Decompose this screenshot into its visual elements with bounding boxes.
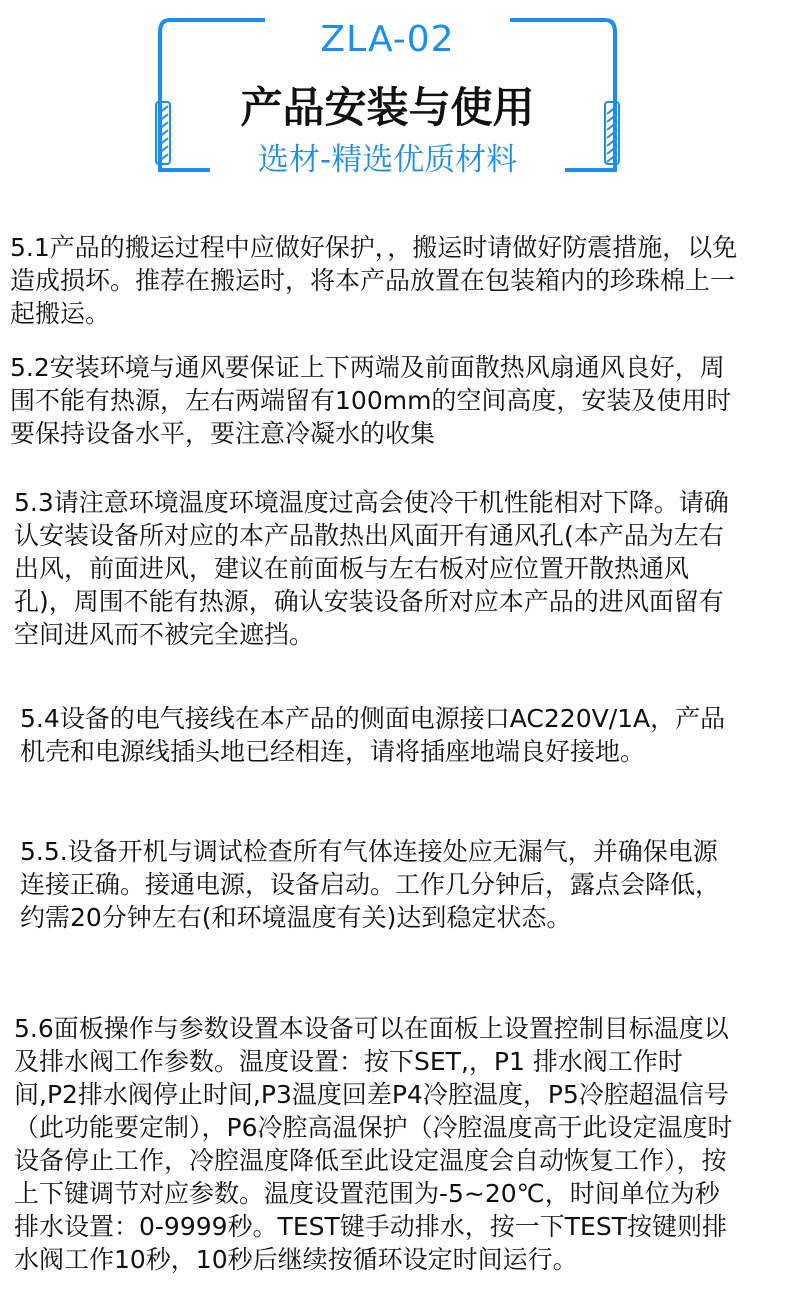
paragraph-5-4: 5.4设备的电气接线在本产品的侧面电源接口AC220V/1A，产品机壳和电源线插头地已经相连，请将插座地端良好接地。 (20, 704, 726, 766)
paragraph-5-6: 5.6面板操作与参数设置本设备可以在面板上设置控制目标温度以及排水阀工作参数。温度设置：按下SET,，P1 排水阀工作时间,P2排水阀停止时间,P3温度回差P4冷腔温度，P5冷腔超温信号（此功能要定制），P6冷腔高温保护（冷腔温度高于此设定温度时设备停止工作，冷腔温度降低至此设定温度会自动恢复工作），按上下键调节对应参数。温度设置范围为-5~20℃，时间单位为秒排水设置：0-9999秒。TEST键手动排水，按一下TEST按键则排水阀工作10秒，10秒后继续按循环设定时间运行。 (14, 1014, 733, 1274)
paragraph-5-1: 5.1产品的搬运过程中应做好保护，，搬运时请做好防震措施，以免造成损坏。推荐在搬运时，将本产品放置在包装箱内的珍珠棉上一起搬运。 (10, 233, 738, 328)
page-title: 产品安装与使用 (240, 83, 535, 132)
paragraph-5-5: 5.5.设备开机与调试检查所有气体连接处应无漏气，并确保电源连接正确。接通电源，设备启动。工作几分钟后，露点会降低，约需20分钟左右(和环境温度有关)达到稳定状态。 (20, 837, 721, 932)
page-subtitle: 选材-精选优质材料 (257, 142, 518, 178)
paragraph-5-2: 5.2安装环境与通风要保证上下两端及前面散热风扇通风良好，周围不能有热源，左右两端留有100mm的空间高度，安装及使用时要保持设备水平，要注意冷凝水的收集 (10, 353, 732, 448)
product-code: ZLA-02 (320, 19, 455, 60)
header-frame (150, 10, 625, 190)
paragraph-5-3: 5.3请注意环境温度环境温度过高会使冷干机性能相对下降。请确认安装设备所对应的本产品散热出风面开有通风孔(本产品为左右出风，前面进风，建议在前面板与左右板对应位置开散热通风孔)，周围不能有热源，确认安装设备所对应本产品的进风面留有空间进风而不被完全遮挡。 (14, 488, 729, 649)
